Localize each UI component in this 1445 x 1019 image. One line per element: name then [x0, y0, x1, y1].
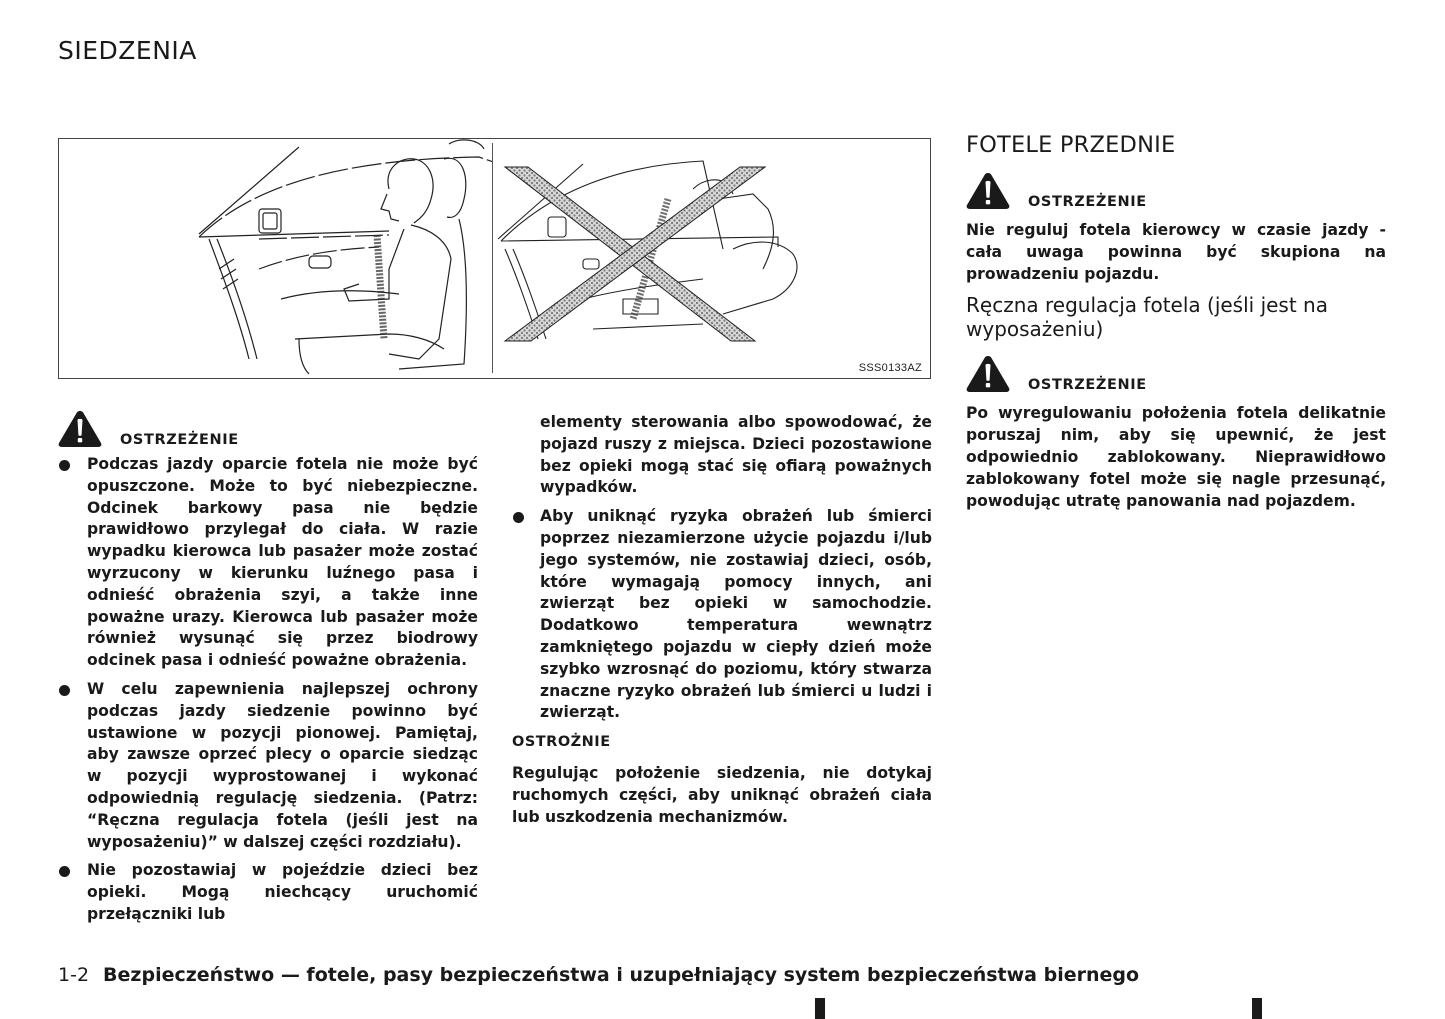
warning-header: [966, 172, 1386, 210]
figure-code: SSS0133AZ: [858, 362, 922, 374]
caution-text: Regulując położenie siedzenia, nie dotykaj ruchomych części, aby uniknąć obrażeń ciała lub uszkodzenia mechanizmów.: [512, 763, 932, 826]
page-number: 1-2: [58, 964, 90, 986]
bullet-dot-icon: [59, 866, 70, 877]
correct-seating-illustration: [59, 139, 492, 377]
warning-label: OSTRZEŻENIE: [120, 432, 239, 448]
warning-header: [58, 410, 478, 448]
page-footer: [58, 964, 1139, 986]
warning-bullet: [58, 679, 478, 853]
bullet-text: W celu zapewnienia najlepszej ochrony podczas jazdy siedzenie powinno być ustawione w pozycji pionowej. Pamiętaj, aby zawsze oprzeć plecy o oparcie siedząc w pozycji wyprostowanej i wykonać odpowiednią regulację siedzenia. (Patrz: “Ręczna regulacja fotela (jeśli jest na wyposażeniu)” w dalszej części rozdziału).: [87, 679, 478, 851]
warning-label: OSTRZEŻENIE: [1028, 194, 1147, 210]
middle-column: [512, 412, 932, 828]
edge-marker-left: [815, 998, 825, 1019]
warning-bullet: [512, 506, 932, 724]
warning-triangle-icon: [966, 355, 1010, 393]
continued-text: elementy sterowania albo spowodować, że pojazd ruszy z miejsca. Dzieci pozostawione bez opieki mogą stać się ofiarą poważnych wypadków.: [540, 413, 932, 497]
warning-triangle-icon: [58, 410, 102, 448]
warning-text: Nie reguluj fotela kierowcy w czasie jazdy - cała uwaga powinna być skupiona na prowadzeniu pojazdu.: [966, 221, 1386, 283]
warning-text: Po wyregulowaniu położenia fotela delikatnie poruszaj nim, aby się upewnić, że jest odpowiednio zablokowany. Nieprawidłowo zablokowany fotel może się nagle przesunąć, powodując utratę panowania nad pojazdem.: [966, 404, 1386, 510]
continued-bullet: [512, 412, 932, 499]
left-column: [58, 410, 478, 933]
warning-header: [966, 355, 1386, 393]
warning-bullet: [58, 454, 478, 672]
caution-label: OSTROŻNIE: [512, 734, 611, 751]
subsection-title: Ręczna regulacja fotela (jeśli jest na wyposażeniu): [966, 293, 1328, 342]
bullet-text: Aby uniknąć ryzyka obrażeń lub śmierci poprzez niezamierzone użycie pojazdu i/lub jego systemów, nie zostawiaj dzieci, osób, które wymagają pomocy innych, ani zwierząt bez opieki w samochodzie. Dodatkowo temperatura wewnątrz zamkniętego pojazdu w ciepły dzień może szybko wzrosnąć do poziomu, który stwarza znaczne ryzyko obrażeń lub śmierci u ludzi i zwierząt.: [540, 507, 932, 722]
warning-label: OSTRZEŻENIE: [1028, 377, 1147, 394]
illustration-figure: [58, 138, 931, 379]
bullet-text: Podczas jazdy oparcie fotela nie może być opuszczone. Może to być niebezpieczne. Odcinek barkowy pasa nie będzie prawidłowo przylegał do ciała. W razie wypadku kierowca lub pasażer może zostać wyrzucony w kierunku luźnego pasa i odnieść obrażenia szyi, a także inne poważne urazy. Kierowca lub pasażer może również wysunąć się przez biodrowy odcinek pasa i odnieść poważne obrażenia.: [87, 455, 478, 670]
warning-triangle-icon: [966, 172, 1010, 210]
incorrect-reclined-seating-illustration: [493, 139, 929, 377]
chapter-title: Bezpieczeństwo — fotele, pasy bezpieczeństwa i uzupełniający system bezpieczeństwa biernego: [103, 964, 1140, 986]
bullet-dot-icon: [59, 460, 70, 471]
right-column: [966, 132, 1386, 512]
warning-bullet: [58, 860, 478, 925]
bullet-dot-icon: [513, 512, 524, 523]
edge-marker-right: [1252, 998, 1262, 1019]
bullet-dot-icon: [59, 685, 70, 696]
page-header-title: SIEDZENIA: [58, 36, 197, 65]
bullet-text: Nie pozostawiaj w pojeździe dzieci bez opieki. Mogą niechcący uruchomić przełączniki lub: [87, 861, 478, 923]
section-title: FOTELE PRZEDNIE: [966, 132, 1176, 158]
